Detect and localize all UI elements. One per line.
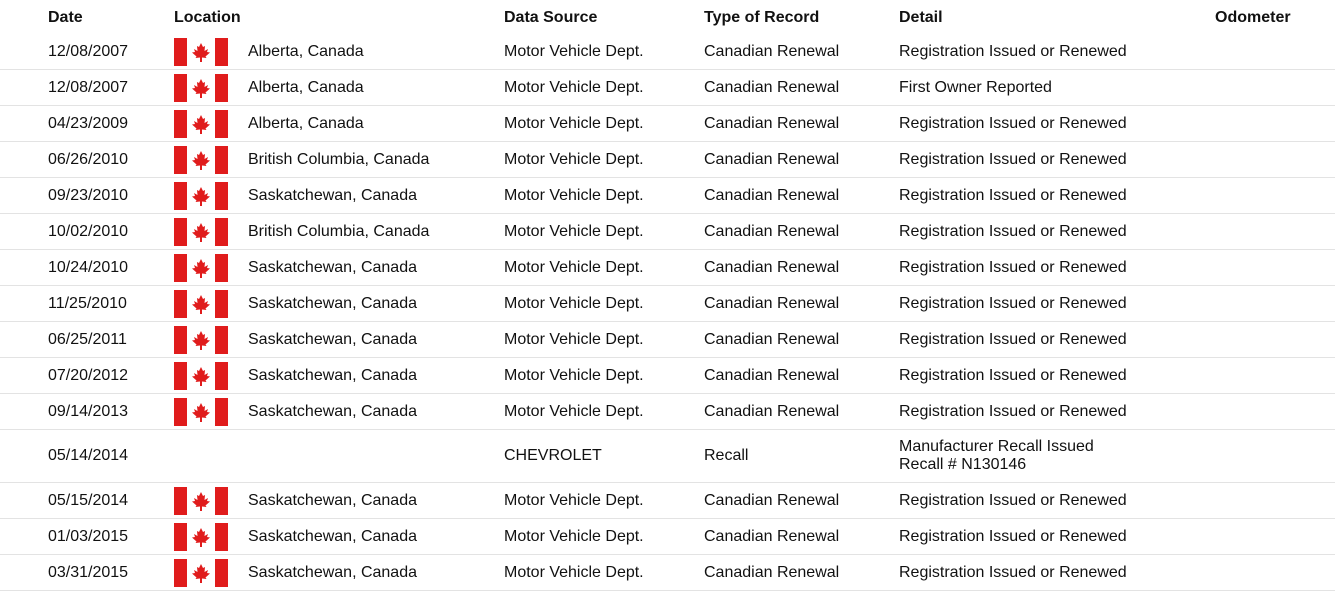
canada-flag-icon	[174, 286, 228, 321]
record-type: Canadian Renewal	[704, 222, 840, 240]
table-row	[0, 70, 1335, 106]
record-type: Canadian Renewal	[704, 527, 840, 545]
record-detail	[899, 430, 1094, 482]
table-row	[0, 555, 1335, 591]
record-type: Canadian Renewal	[704, 150, 840, 168]
canada-flag-icon	[174, 70, 228, 105]
record-location: Saskatchewan, Canada	[248, 294, 417, 312]
record-data-source: Motor Vehicle Dept.	[504, 330, 644, 348]
record-location: Saskatchewan, Canada	[248, 186, 417, 204]
record-type: Recall	[704, 447, 749, 464]
table-row	[0, 483, 1335, 519]
table-row	[0, 430, 1335, 483]
record-data-source: Motor Vehicle Dept.	[504, 258, 644, 276]
record-date: 03/31/2015	[48, 563, 129, 581]
record-location: Alberta, Canada	[248, 42, 364, 60]
record-data-source: Motor Vehicle Dept.	[504, 186, 644, 204]
record-data-source: Motor Vehicle Dept.	[504, 42, 644, 60]
record-type: Canadian Renewal	[704, 114, 840, 132]
record-detail	[899, 519, 1127, 554]
header-detail: Detail	[899, 9, 943, 26]
record-location: Saskatchewan, Canada	[248, 330, 417, 348]
record-detail	[899, 250, 1127, 285]
table-row	[0, 34, 1335, 70]
record-date: 01/03/2015	[48, 527, 129, 545]
record-detail-line: Registration Issued or Renewed	[899, 42, 1127, 60]
table-row	[0, 250, 1335, 286]
canada-flag-icon	[174, 519, 228, 554]
record-type: Canadian Renewal	[704, 258, 840, 276]
record-location: Saskatchewan, Canada	[248, 527, 417, 545]
canada-flag-icon	[174, 214, 228, 249]
record-date: 09/14/2013	[48, 402, 129, 420]
record-detail	[899, 358, 1127, 393]
record-data-source: Motor Vehicle Dept.	[504, 78, 644, 96]
header-odometer: Odometer	[1215, 9, 1291, 26]
table-row	[0, 519, 1335, 555]
record-detail	[899, 322, 1127, 357]
record-detail-line: Registration Issued or Renewed	[899, 491, 1127, 509]
record-detail	[899, 178, 1127, 213]
canada-flag-icon	[174, 322, 228, 357]
table-row	[0, 178, 1335, 214]
record-data-source: Motor Vehicle Dept.	[504, 114, 644, 132]
record-detail	[899, 483, 1127, 518]
record-detail-line: Registration Issued or Renewed	[899, 114, 1127, 132]
record-type: Canadian Renewal	[704, 366, 840, 384]
record-date: 07/20/2012	[48, 366, 129, 384]
record-data-source: CHEVROLET	[504, 447, 602, 464]
record-detail	[899, 34, 1127, 69]
record-detail	[899, 555, 1127, 590]
record-date: 10/24/2010	[48, 258, 129, 276]
record-date: 04/23/2009	[48, 114, 129, 132]
record-type: Canadian Renewal	[704, 402, 840, 420]
record-detail-line: Registration Issued or Renewed	[899, 258, 1127, 276]
table-row	[0, 286, 1335, 322]
canada-flag-icon	[174, 483, 228, 518]
record-data-source: Motor Vehicle Dept.	[504, 491, 644, 509]
header-date: Date	[48, 9, 83, 26]
canada-flag-icon	[174, 394, 228, 429]
record-detail-line: Registration Issued or Renewed	[899, 563, 1127, 581]
record-location: Saskatchewan, Canada	[248, 402, 417, 420]
record-location: British Columbia, Canada	[248, 222, 430, 240]
record-type: Canadian Renewal	[704, 491, 840, 509]
record-date: 09/23/2010	[48, 186, 129, 204]
record-detail	[899, 214, 1127, 249]
canada-flag-icon	[174, 142, 228, 177]
record-location: British Columbia, Canada	[248, 150, 430, 168]
record-detail-line: Registration Issued or Renewed	[899, 527, 1127, 545]
record-detail	[899, 106, 1127, 141]
record-detail	[899, 286, 1127, 321]
header-location: Location	[174, 9, 241, 26]
record-location: Alberta, Canada	[248, 114, 364, 132]
record-location: Saskatchewan, Canada	[248, 258, 417, 276]
record-date: 06/26/2010	[48, 150, 129, 168]
record-type: Canadian Renewal	[704, 294, 840, 312]
record-location: Saskatchewan, Canada	[248, 366, 417, 384]
header-type-of-record: Type of Record	[704, 9, 820, 26]
record-date: 12/08/2007	[48, 42, 129, 60]
record-detail	[899, 394, 1127, 429]
record-data-source: Motor Vehicle Dept.	[504, 563, 644, 581]
record-data-source: Motor Vehicle Dept.	[504, 366, 644, 384]
table-row	[0, 214, 1335, 250]
record-detail-line: Registration Issued or Renewed	[899, 330, 1127, 348]
canada-flag-icon	[174, 34, 228, 69]
record-date: 06/25/2011	[48, 330, 127, 348]
table-row	[0, 358, 1335, 394]
record-date: 11/25/2010	[48, 294, 127, 312]
record-type: Canadian Renewal	[704, 78, 840, 96]
canada-flag-icon	[174, 178, 228, 213]
record-type: Canadian Renewal	[704, 563, 840, 581]
record-location: Saskatchewan, Canada	[248, 491, 417, 509]
record-type: Canadian Renewal	[704, 330, 840, 348]
record-detail-line: Registration Issued or Renewed	[899, 366, 1127, 384]
record-detail-line: Recall # N130146	[899, 456, 1027, 473]
record-data-source: Motor Vehicle Dept.	[504, 222, 644, 240]
table-row	[0, 106, 1335, 142]
record-detail-line: Registration Issued or Renewed	[899, 222, 1127, 240]
table-row	[0, 142, 1335, 178]
record-detail	[899, 70, 1052, 105]
record-detail-line: Manufacturer Recall Issued	[899, 438, 1094, 455]
table-header	[0, 0, 1335, 34]
table-row	[0, 322, 1335, 358]
record-detail	[899, 142, 1127, 177]
record-detail-line: Registration Issued or Renewed	[899, 186, 1127, 204]
canada-flag-icon	[174, 358, 228, 393]
record-detail-line: First Owner Reported	[899, 78, 1052, 96]
header-data-source: Data Source	[504, 9, 598, 26]
record-data-source: Motor Vehicle Dept.	[504, 527, 644, 545]
table-body	[0, 34, 1335, 591]
record-data-source: Motor Vehicle Dept.	[504, 294, 644, 312]
canada-flag-icon	[174, 250, 228, 285]
record-date: 12/08/2007	[48, 78, 129, 96]
record-detail-line: Registration Issued or Renewed	[899, 294, 1127, 312]
record-detail-line: Registration Issued or Renewed	[899, 150, 1127, 168]
record-date: 05/14/2014	[48, 447, 129, 464]
record-data-source: Motor Vehicle Dept.	[504, 402, 644, 420]
canada-flag-icon	[174, 106, 228, 141]
table-row	[0, 394, 1335, 430]
record-date: 05/15/2014	[48, 491, 129, 509]
record-location: Alberta, Canada	[248, 78, 364, 96]
canada-flag-icon	[174, 555, 228, 590]
record-location: Saskatchewan, Canada	[248, 563, 417, 581]
record-data-source: Motor Vehicle Dept.	[504, 150, 644, 168]
record-detail-line: Registration Issued or Renewed	[899, 402, 1127, 420]
record-date: 10/02/2010	[48, 222, 129, 240]
record-type: Canadian Renewal	[704, 42, 840, 60]
record-type: Canadian Renewal	[704, 186, 840, 204]
